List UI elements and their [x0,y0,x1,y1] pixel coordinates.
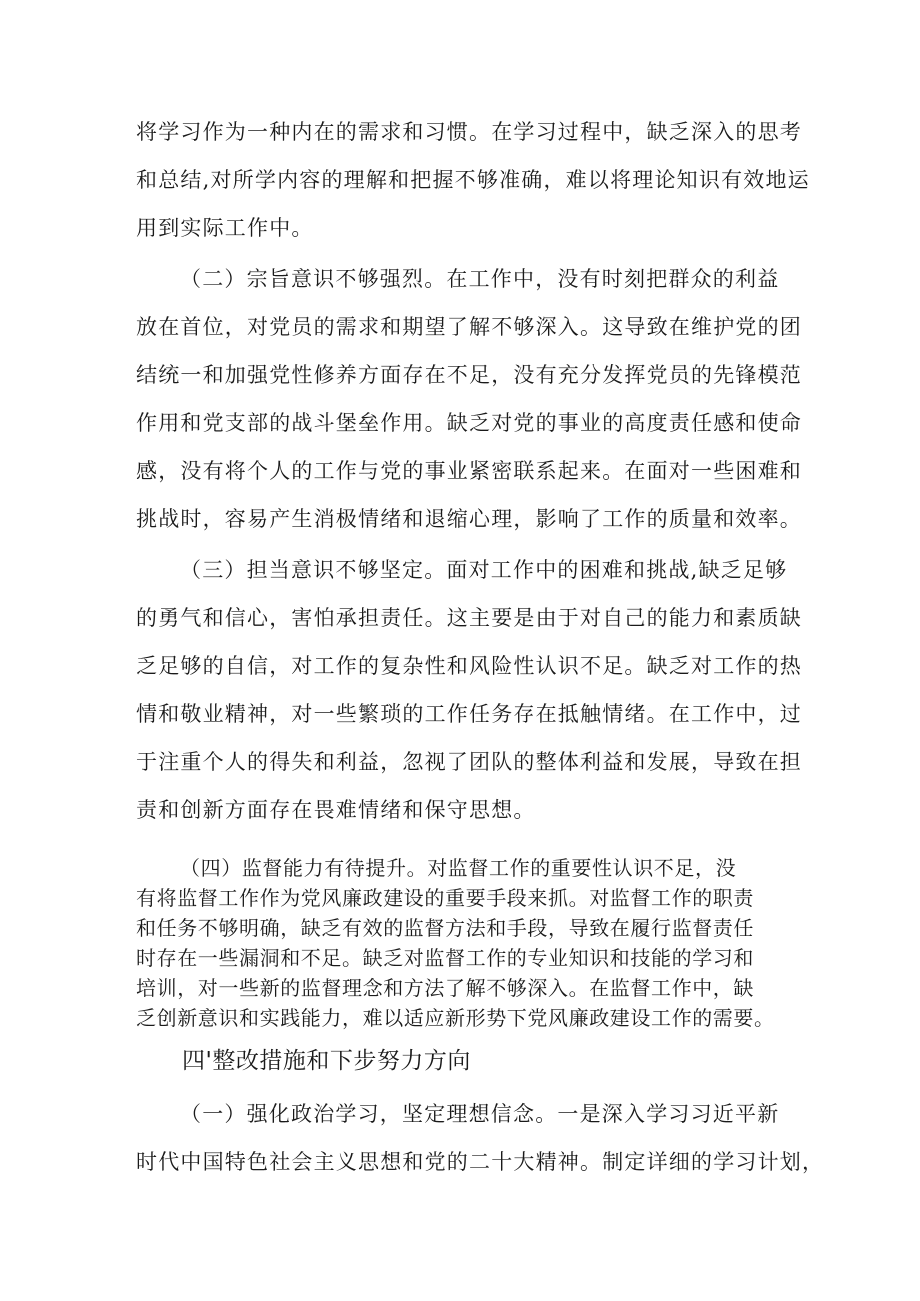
text-line: 于注重个人的得失和利益，忽视了团队的整体利益和发展，导致在担 [136,750,802,774]
text-line: 时代中国特色社会主义思想和党的二十大精神。制定详细的学习计划， [136,1150,825,1174]
text-line: （一）强化政治学习，坚定理想信念。一是深入学习习近平新 [180,1102,780,1126]
text-line: 和任务不够明确，缺乏有效的监督方法和手段，导致在履行监督责任 [136,916,754,940]
text-line: 放在首位，对党员的需求和期望了解不够深入。这导致在维护党的团 [136,315,802,339]
text-line: 将学习作为一种内在的需求和习惯。在学习过程中，缺乏深入的思考 [136,120,802,144]
text-line: 结统一和加强党性修养方面存在不足，没有充分发挥党员的先锋模范 [136,363,802,387]
text-line: 时存在一些漏洞和不足。缺乏对监督工作的专业知识和技能的学习和 [136,946,754,970]
text-line: 作用和党支部的战斗堡垒作用。缺乏对党的事业的高度责任感和使命 [136,411,802,435]
text-line: 情和敬业精神，对一些繁琐的工作任务存在抵触情绪。在工作中，过 [136,702,802,726]
text-line: 培训，对一些新的监督理念和方法了解不够深入。在监督工作中，缺 [136,976,754,1000]
text-line: 用到实际工作中。 [136,216,314,240]
text-line: 的勇气和信心，害怕承担责任。这主要是由于对自己的能力和素质缺 [136,606,802,630]
text-line: （三）担当意识不够坚定。面对工作中的困难和挑战,缺乏足够 [180,558,788,582]
text-line: 乏足够的自信，对工作的复杂性和风险性认识不足。缺乏对工作的热 [136,654,802,678]
text-line: 感，没有将个人的工作与党的事业紧密联系起来。在面对一些困难和 [136,459,802,483]
text-line: （四）监督能力有待提升。对监督工作的重要性认识不足，没 [180,856,737,880]
text-line: 挑战时，容易产生消极情绪和退缩心理，影响了工作的质量和效率。 [136,507,802,531]
text-line: （二）宗旨意识不够强烈。在工作中，没有时刻把群众的利益 [180,267,780,291]
text-line: 责和创新方面存在畏难情绪和保守思想。 [136,798,536,822]
section-heading: 四'整改措施和下步努力方向 [182,1048,471,1074]
text-line: 和总结,对所学内容的理解和把握不够准确，难以将理论知识有效地运 [136,168,810,192]
text-line: 乏创新意识和实践能力，难以适应新形势下党风廉政建设工作的需要。 [136,1006,775,1030]
text-line: 有将监督工作作为党风廉政建设的重要手段来抓。对监督工作的职责 [136,886,754,910]
